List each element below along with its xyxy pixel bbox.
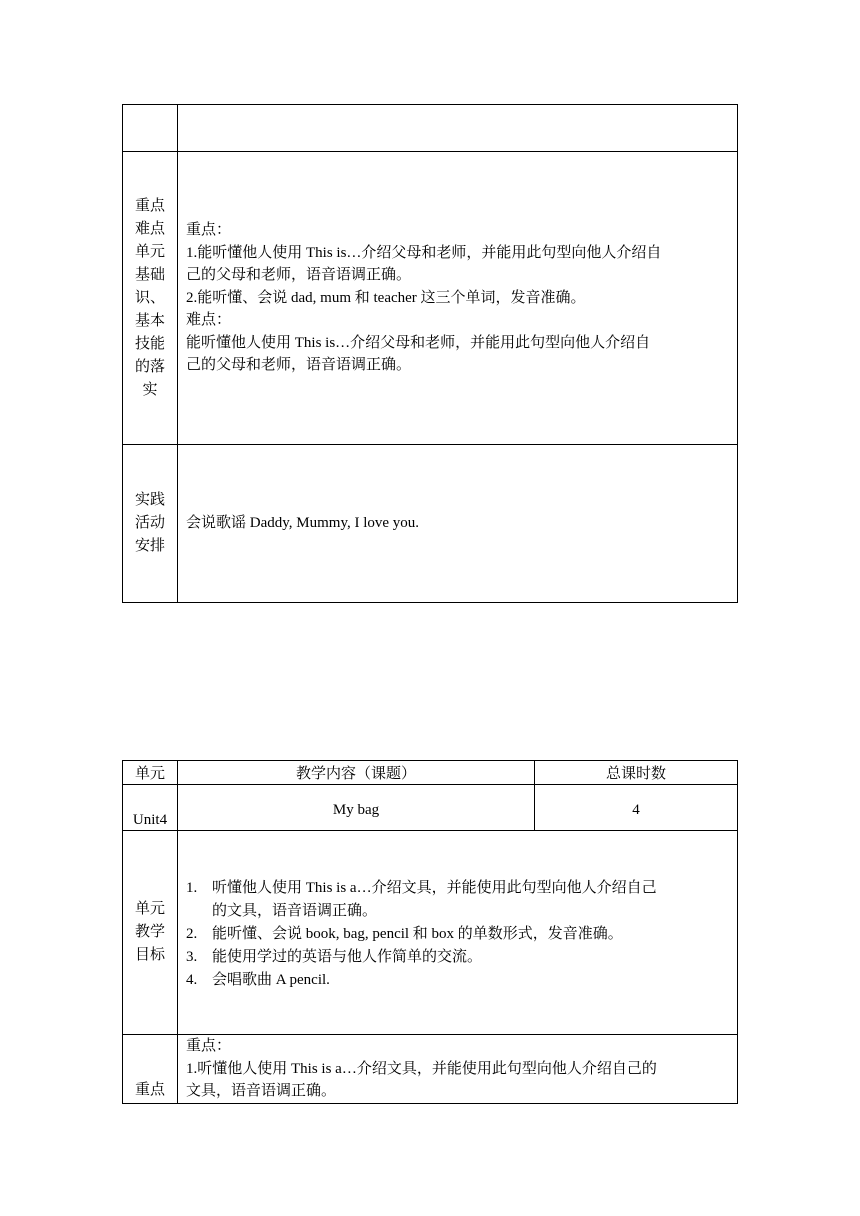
- lesson-table-2: [122, 760, 738, 1104]
- empty-label-cell: [123, 105, 178, 152]
- text-line: 能听懂他人使用 This is…介绍父母和老师，并能用此句型向他人介绍自: [186, 334, 651, 351]
- text-line: 己的父母和老师，语音语调正确。: [186, 357, 412, 373]
- text-line: 己的父母和老师，语音语调正确。: [186, 267, 412, 283]
- list-item: 3. 能使用学过的英语与他人作简单的交流。: [186, 949, 483, 965]
- unit-header: 单元: [123, 761, 178, 785]
- list-item: 2. 能听懂、会说 book, bag, pencil 和 box 的单数形式，发音准确。: [186, 926, 623, 942]
- keypoints-label: 重点: [123, 1035, 178, 1104]
- text-line: 1.听懂他人使用 This is a…介绍文具，并能使用此句型向他人介绍自己的: [186, 1060, 657, 1077]
- keypoints-content: [178, 1035, 738, 1104]
- key-points-content: [178, 152, 738, 445]
- list-item: 1. 听懂他人使用 This is a…介绍文具，并能使用此句型向他人介绍自己 的文具，语音语调正确。: [186, 880, 657, 919]
- lesson-table-1: [122, 104, 738, 603]
- objectives-label: 单元 教学 目标: [123, 831, 178, 1035]
- list-item: 4. 会唱歌曲 A pencil.: [186, 972, 330, 988]
- content-header: 教学内容（课题）: [178, 761, 535, 785]
- text-line: 重点：: [186, 1038, 232, 1054]
- table-row: [123, 445, 738, 603]
- objectives-content: [178, 831, 738, 1035]
- empty-content-cell: [178, 105, 738, 152]
- total-hours-cell: 4: [535, 785, 738, 831]
- text-line: 1.能听懂他人使用 This is…介绍父母和老师，并能用此句型向他人介绍自: [186, 244, 662, 261]
- text-line: 文具，语音语调正确。: [186, 1083, 337, 1099]
- table-row: [123, 152, 738, 445]
- table-row: [123, 1035, 738, 1104]
- text-line: 重点：: [186, 222, 232, 238]
- objectives-list: [186, 877, 731, 992]
- lesson-title-cell: My bag: [178, 785, 535, 831]
- unit-cell: Unit4: [123, 785, 178, 831]
- table-row: [123, 831, 738, 1035]
- practice-activity-content: 会说歌谣 Daddy, Mummy, I love you.: [178, 445, 738, 603]
- key-points-label: 重点 难点 单元 基础 识、 基本 技能 的落 实: [123, 152, 178, 445]
- text-line: 难点：: [186, 312, 232, 328]
- table-row: [123, 785, 738, 831]
- practice-activity-label: 实践 活动 安排: [123, 445, 178, 603]
- hours-header: 总课时数: [535, 761, 738, 785]
- text-line: 2.能听懂、会说 dad, mum 和 teacher 这三个单词，发音准确。: [186, 289, 586, 306]
- table-header-row: [123, 761, 738, 785]
- table-row: [123, 105, 738, 152]
